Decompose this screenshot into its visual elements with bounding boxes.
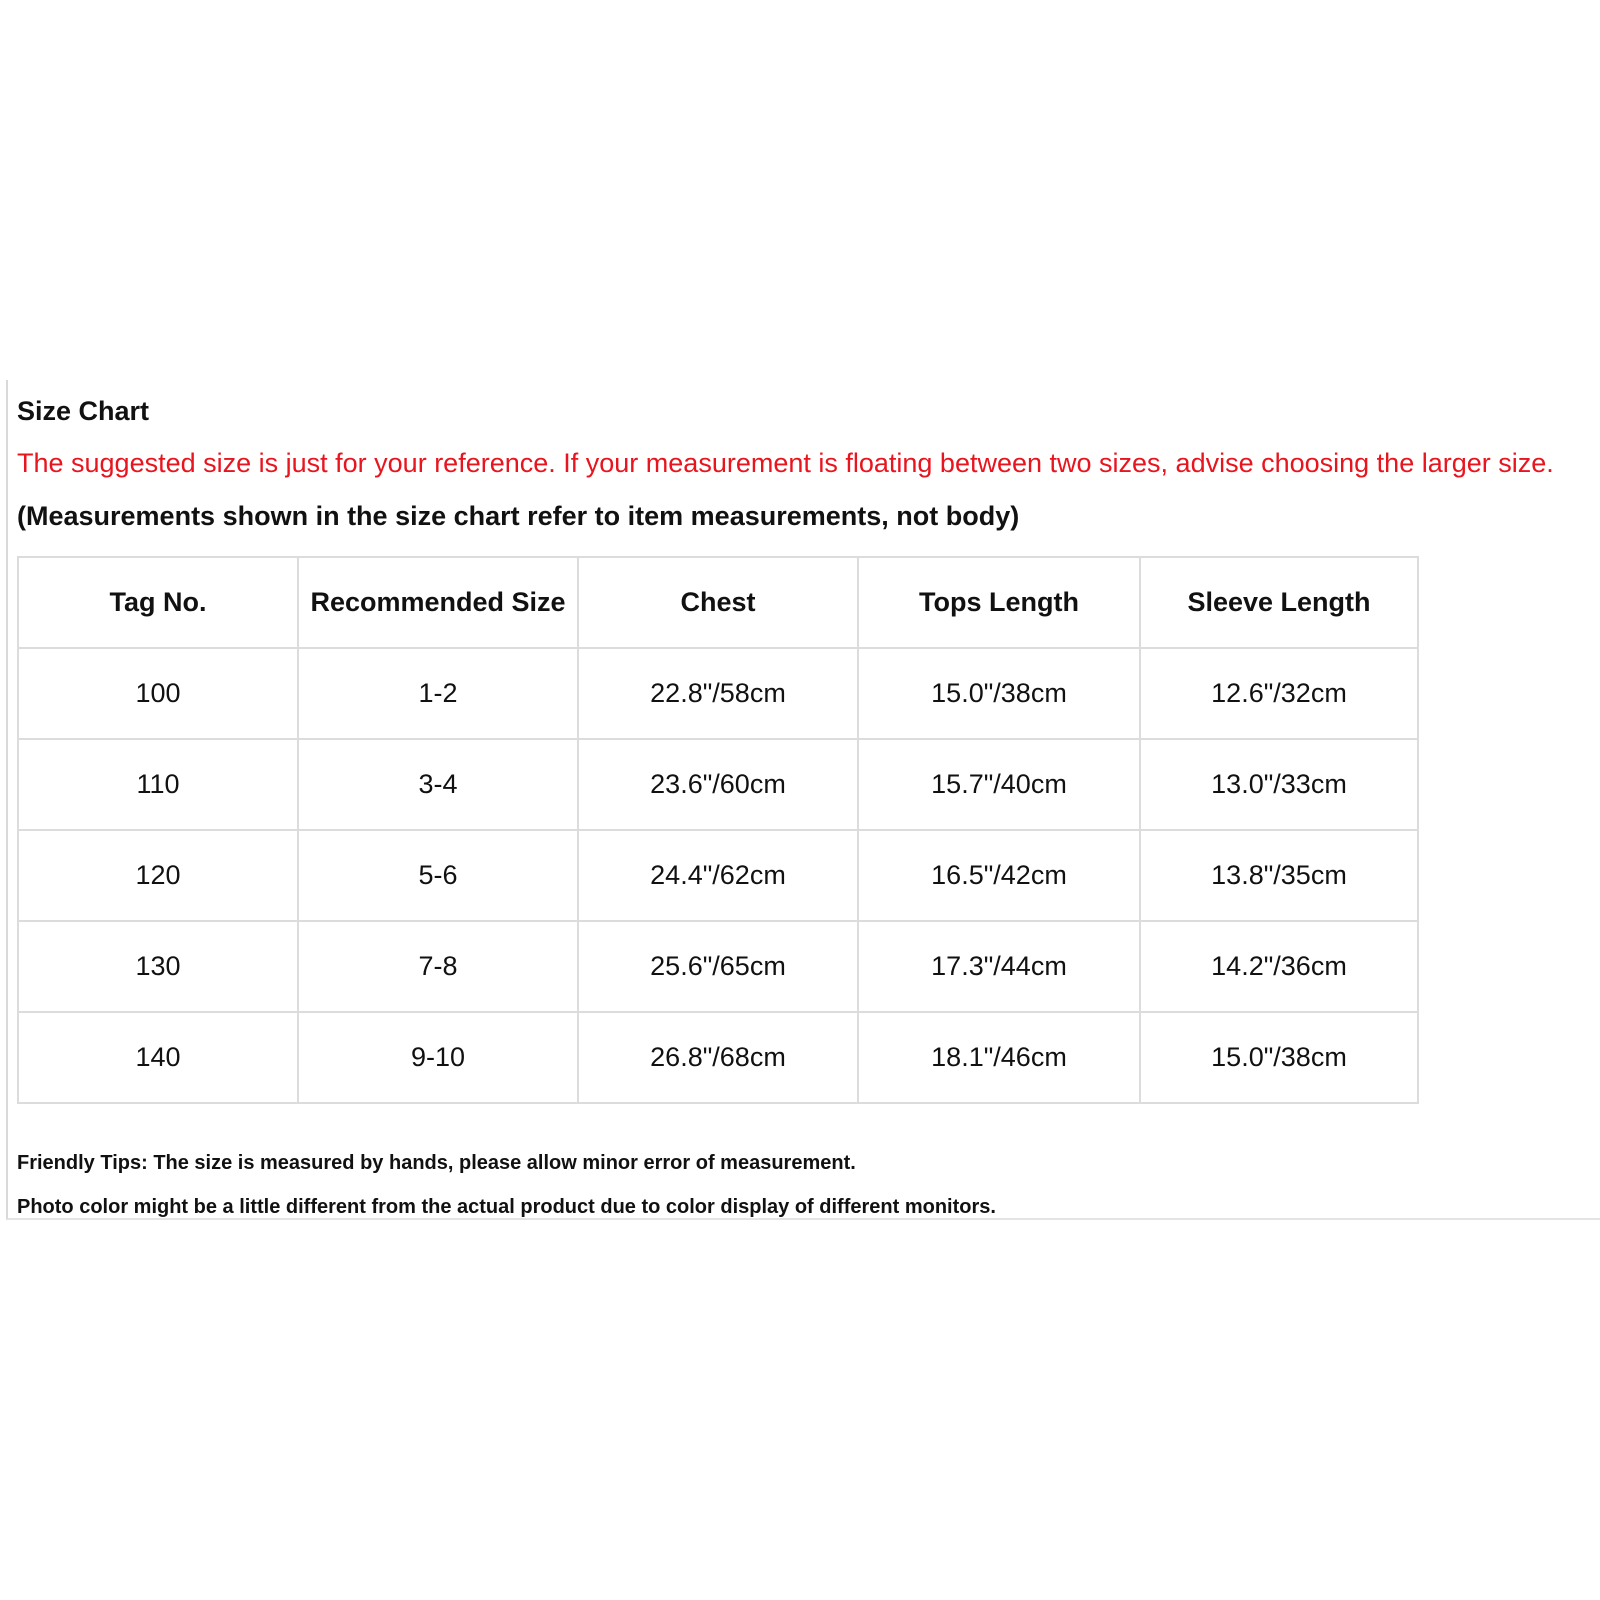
table-row — [18, 921, 1418, 1012]
header-tops-length: Tops Length — [858, 557, 1140, 648]
table-row — [18, 1012, 1418, 1103]
cell-recommended-size: 3-4 — [298, 739, 578, 830]
header-sleeve-length: Sleeve Length — [1140, 557, 1418, 648]
cell-sleeve-length: 14.2"/36cm — [1140, 921, 1418, 1012]
page-title: Size Chart — [17, 396, 150, 426]
header-tag-no: Tag No. — [18, 557, 298, 648]
friendly-tip: Friendly Tips: The size is measured by hands, please allow minor error of measurement. — [17, 1152, 856, 1174]
header-chest: Chest — [578, 557, 858, 648]
cell-recommended-size: 9-10 — [298, 1012, 578, 1103]
cell-recommended-size: 1-2 — [298, 648, 578, 739]
cell-tops-length: 18.1"/46cm — [858, 1012, 1140, 1103]
cell-sleeve-length: 13.8"/35cm — [1140, 830, 1418, 921]
cell-sleeve-length: 12.6"/32cm — [1140, 648, 1418, 739]
cell-recommended-size: 5-6 — [298, 830, 578, 921]
cell-chest: 25.6"/65cm — [578, 921, 858, 1012]
cell-sleeve-length: 15.0"/38cm — [1140, 1012, 1418, 1103]
cell-chest: 24.4"/62cm — [578, 830, 858, 921]
cell-chest: 23.6"/60cm — [578, 739, 858, 830]
table-header-row — [18, 557, 1418, 648]
cell-tag-no: 120 — [18, 830, 298, 921]
cell-tag-no: 100 — [18, 648, 298, 739]
cell-tops-length: 15.7"/40cm — [858, 739, 1140, 830]
cell-sleeve-length: 13.0"/33cm — [1140, 739, 1418, 830]
header-recommended-size: Recommended Size — [298, 557, 578, 648]
size-table — [17, 556, 1419, 1104]
cell-tops-length: 15.0"/38cm — [858, 648, 1140, 739]
size-notice: The suggested size is just for your reference. If your measurement is floating between two sizes, advise choosing the larger size. — [17, 448, 1554, 478]
cell-tag-no: 130 — [18, 921, 298, 1012]
table-row — [18, 739, 1418, 830]
size-chart-panel — [6, 380, 1600, 1220]
cell-chest: 22.8"/58cm — [578, 648, 858, 739]
measurement-note: (Measurements shown in the size chart refer to item measurements, not body) — [17, 501, 1020, 531]
cell-tag-no: 140 — [18, 1012, 298, 1103]
photo-color-note: Photo color might be a little different from the actual product due to color display of different monitors. — [17, 1196, 996, 1218]
cell-tag-no: 110 — [18, 739, 298, 830]
table-row — [18, 648, 1418, 739]
cell-tops-length: 17.3"/44cm — [858, 921, 1140, 1012]
table-row — [18, 830, 1418, 921]
cell-tops-length: 16.5"/42cm — [858, 830, 1140, 921]
cell-chest: 26.8"/68cm — [578, 1012, 858, 1103]
cell-recommended-size: 7-8 — [298, 921, 578, 1012]
